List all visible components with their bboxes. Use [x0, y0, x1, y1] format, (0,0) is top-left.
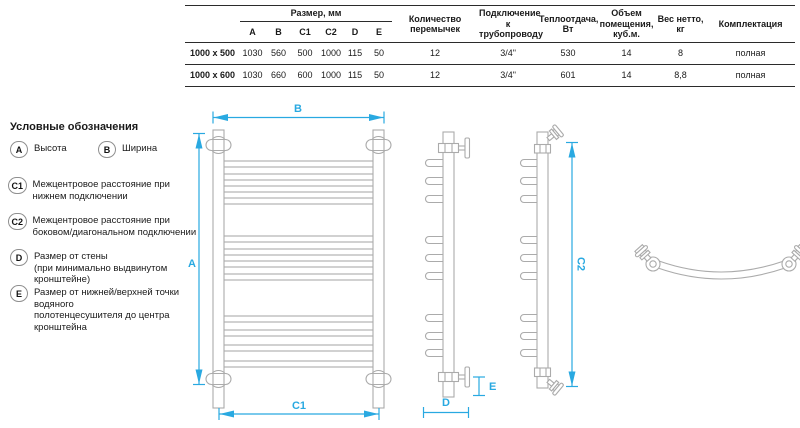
dimension-d	[424, 397, 469, 418]
cell: 3/4"	[478, 65, 538, 87]
rung	[223, 236, 374, 242]
side-view-c2-drawing	[521, 124, 587, 395]
cell: 560	[265, 43, 292, 65]
cell: 660	[265, 65, 292, 87]
legend-item-a	[10, 141, 67, 158]
side-post	[443, 132, 454, 397]
dimension-c2	[566, 143, 587, 387]
rung	[223, 198, 374, 204]
rung	[223, 249, 374, 255]
cell: 115	[344, 65, 366, 87]
col-header-jumpers: Количество перемычек	[392, 6, 478, 43]
cell: 1030	[240, 65, 265, 87]
dimension-e	[473, 377, 496, 396]
bracket-top-left	[206, 137, 231, 154]
col-header-heat-output: Теплоотдача, Вт	[538, 6, 598, 43]
top-view-drawing	[633, 243, 800, 279]
front-view-drawing	[188, 103, 391, 420]
dimension-a-label: A	[188, 258, 196, 270]
rung	[223, 261, 374, 267]
dimension-b-label: B	[294, 103, 302, 115]
left-post	[213, 130, 224, 408]
side-post-c2	[537, 132, 548, 388]
cell: 50	[366, 65, 392, 87]
rung	[223, 161, 374, 167]
rung	[223, 186, 374, 192]
cell: 1000	[318, 43, 344, 65]
cell: 530	[538, 43, 598, 65]
row-label: 1000 x 500	[185, 43, 240, 65]
rung	[223, 361, 374, 367]
legend-item-b	[98, 141, 157, 158]
rungs	[223, 161, 374, 367]
symbol-a-badge: A	[10, 141, 28, 158]
legend-item-label: Межцентровое расстояние при нижнем подключении	[32, 179, 170, 202]
col-header-room-volume: Объем помещения, куб.м.	[598, 6, 655, 43]
size-group-header: Размер, мм	[240, 6, 392, 22]
rung	[223, 316, 374, 322]
cell: 50	[366, 43, 392, 65]
dimension-a	[188, 134, 205, 385]
right-post	[373, 130, 384, 408]
legend-item-c1	[8, 177, 170, 202]
dimension-c1	[219, 400, 379, 420]
empty-header-cell	[185, 6, 240, 43]
cell: 14	[598, 43, 655, 65]
table-row	[185, 65, 795, 87]
bracket-top-right	[366, 137, 391, 154]
rung	[223, 345, 374, 351]
cell: 600	[292, 65, 318, 87]
dimension-d-label: D	[442, 397, 450, 409]
legend-item-label: Размер от нижней/верхней точки водяного полотенцесушителя до центра кронштейна	[34, 287, 180, 333]
col-header-d: D	[344, 22, 366, 43]
rung	[223, 274, 374, 280]
cell: полная	[706, 43, 795, 65]
cell: 1030	[240, 43, 265, 65]
legend-item-label: Ширина	[122, 143, 158, 154]
dimension-b	[213, 103, 384, 124]
legend-title: Условные обозначения	[10, 121, 139, 133]
dimension-e-label: E	[489, 381, 497, 393]
cell: 1000	[318, 65, 344, 87]
side-view-drawing	[424, 132, 497, 418]
cell: 12	[392, 65, 478, 87]
dimension-c1-label: C1	[291, 400, 307, 412]
dimension-c2-label: C2	[574, 256, 587, 272]
symbol-c2-badge: C2	[8, 213, 27, 230]
col-header-package: Комплектация	[706, 6, 795, 43]
col-header-a: A	[240, 22, 265, 43]
rung	[223, 330, 374, 336]
cell: 3/4"	[478, 43, 538, 65]
cell: 601	[538, 65, 598, 87]
cell: 12	[392, 43, 478, 65]
cell: 500	[292, 43, 318, 65]
col-header-e: E	[366, 22, 392, 43]
bracket-bottom-right	[366, 371, 391, 388]
symbol-b-badge: B	[98, 141, 116, 158]
cell: 8	[655, 43, 706, 65]
col-header-c2: C2	[318, 22, 344, 43]
cell: 8,8	[655, 65, 706, 87]
symbol-e-badge: E	[10, 285, 28, 302]
cell: 115	[344, 43, 366, 65]
col-header-b: B	[265, 22, 292, 43]
curved-tube	[658, 261, 785, 279]
legend-item-label: Межцентровое расстояние при боковом/диагональном подключении	[32, 215, 197, 238]
row-label: 1000 x 600	[185, 65, 240, 87]
legend-item-c2	[8, 213, 196, 238]
table-row	[185, 43, 795, 65]
symbol-c1-badge: C1	[8, 177, 27, 194]
technical-drawings	[180, 100, 800, 428]
bracket-bottom-left	[206, 371, 231, 388]
col-header-c1: C1	[292, 22, 318, 43]
cell: 14	[598, 65, 655, 87]
legend-item-label: Размер от стены (при минимально выдвинутом кронштейне)	[34, 251, 168, 285]
legend-item-label: Высота	[34, 143, 67, 154]
rung	[223, 174, 374, 180]
symbol-d-badge: D	[10, 249, 28, 266]
spec-table	[185, 5, 795, 87]
col-header-connection: Подключение к трубопроводу	[478, 6, 538, 43]
cell: полная	[706, 65, 795, 87]
col-header-net-weight: Вес нетто, кг	[655, 6, 706, 43]
